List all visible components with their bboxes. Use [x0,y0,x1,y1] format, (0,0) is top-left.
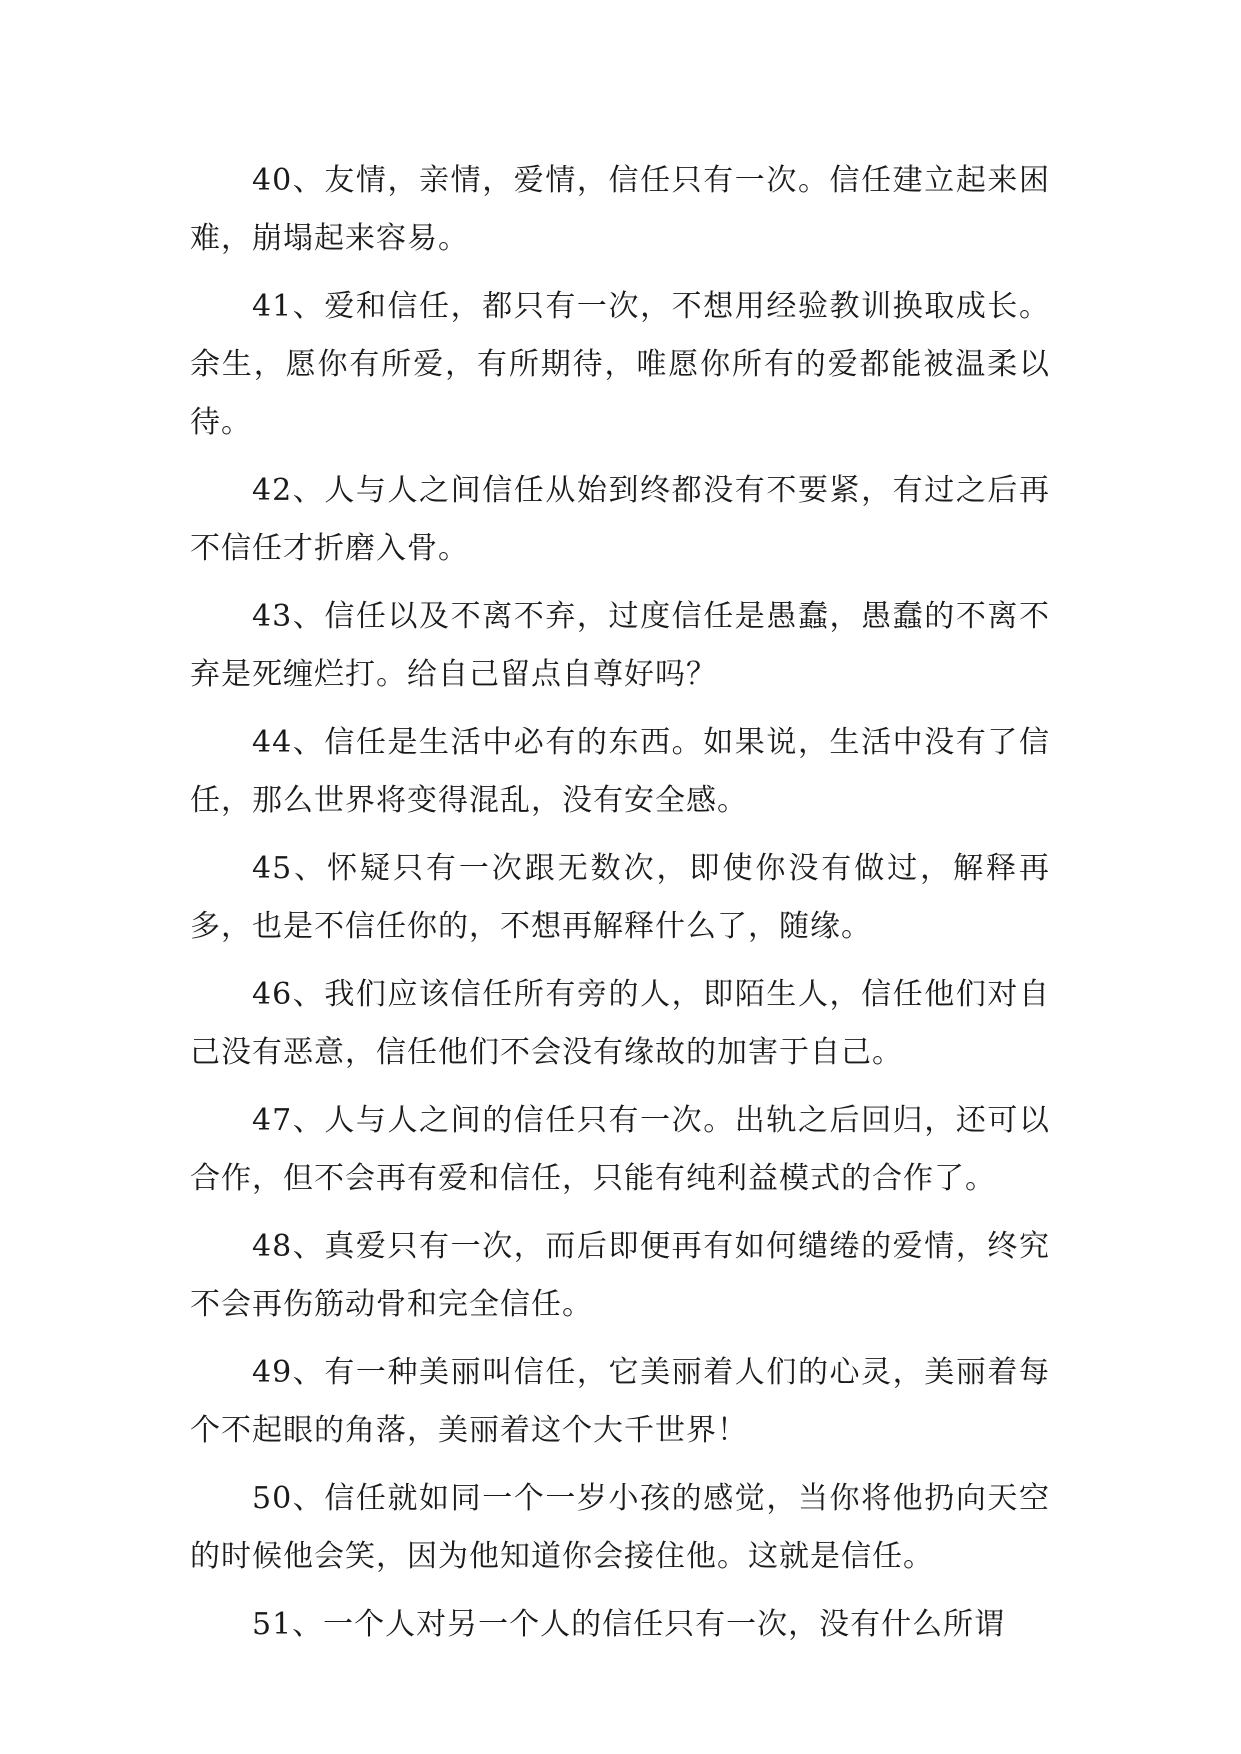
paragraph-41: 41、爱和信任，都只有一次，不想用经验教训换取成长。余生，愿你有所爱，有所期待，唯愿你所有的爱都能被温柔以待。 [190,289,1050,440]
paragraph-46: 46、我们应该信任所有旁的人，即陌生人，信任他们对自己没有恶意，信任他们不会没有缘故的加害于自己。 [190,977,1050,1070]
document-body [190,152,1050,1664]
paragraph-42: 42、人与人之间信任从始到终都没有不要紧，有过之后再不信任才折磨入骨。 [190,473,1050,566]
paragraph-48: 48、真爱只有一次，而后即便再有如何缱绻的爱情，终究不会再伤筋动骨和完全信任。 [190,1229,1050,1322]
paragraph-44: 44、信任是生活中必有的东西。如果说，生活中没有了信任，那么世界将变得混乱，没有安全感。 [190,725,1050,818]
paragraph-49: 49、有一种美丽叫信任，它美丽着人们的心灵，美丽着每个不起眼的角落，美丽着这个大千世界！ [190,1355,1050,1448]
paragraph-43: 43、信任以及不离不弃，过度信任是愚蠢，愚蠢的不离不弃是死缠烂打。给自己留点自尊好吗？ [190,599,1050,692]
paragraph-45: 45、怀疑只有一次跟无数次，即使你没有做过，解释再多，也是不信任你的，不想再解释什么了，随缘。 [190,851,1050,944]
paragraph-50: 50、信任就如同一个一岁小孩的感觉，当你将他扔向天空的时候他会笑，因为他知道你会接住他。这就是信任。 [190,1481,1050,1574]
paragraph-40: 40、友情，亲情，爱情，信任只有一次。信任建立起来困难，崩塌起来容易。 [190,163,1050,256]
paragraph-47: 47、人与人之间的信任只有一次。出轨之后回归，还可以合作，但不会再有爱和信任，只能有纯利益模式的合作了。 [190,1103,1050,1196]
paragraph-51: 51、一个人对另一个人的信任只有一次，没有什么所谓 [252,1607,1006,1642]
